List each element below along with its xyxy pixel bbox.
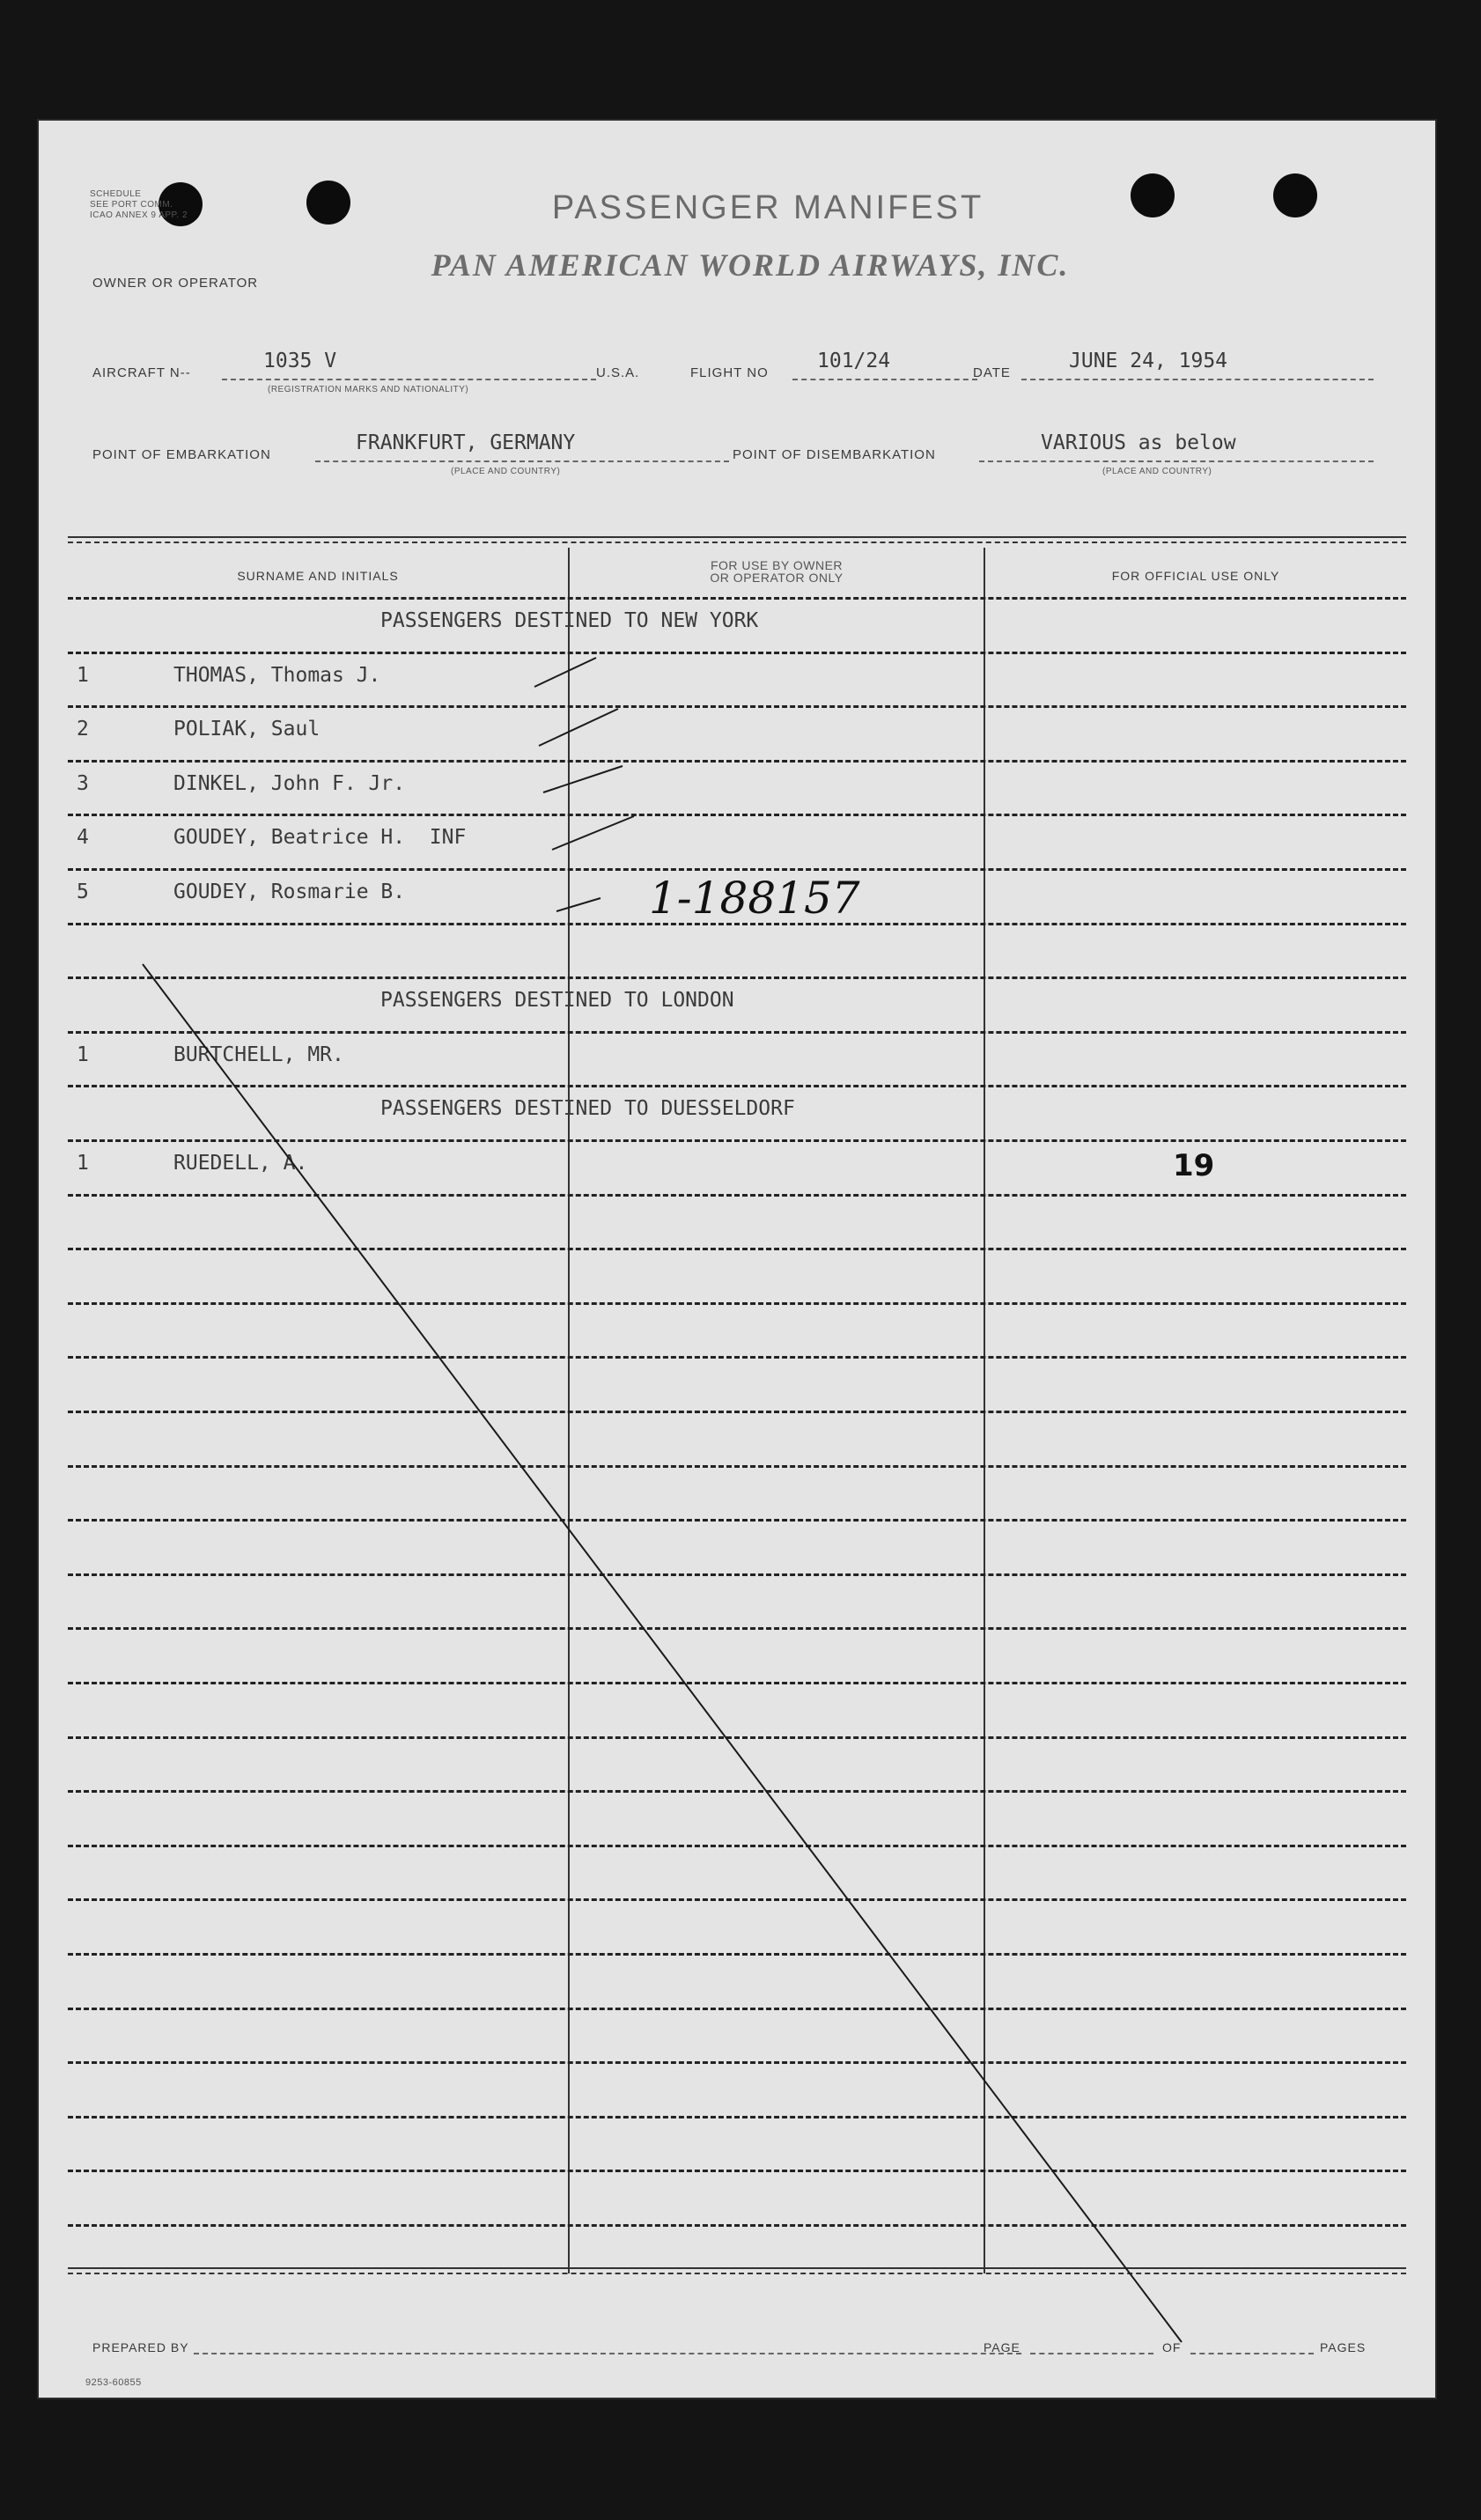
of-label: OF: [1162, 2340, 1182, 2354]
row-number: 1: [77, 1152, 89, 1175]
embarkation-sublabel: (PLACE AND COUNTRY): [451, 467, 561, 476]
cancel-diagonal-line: [143, 964, 1182, 2342]
check-mark: [534, 658, 596, 687]
page-line: [1030, 2353, 1153, 2354]
column-header-surname: SURNAME AND INITIALS: [237, 569, 399, 583]
row-number: 2: [77, 718, 89, 741]
page-label: PAGE: [984, 2340, 1020, 2354]
corner-stamp-line: SEE PORT COMM.: [90, 200, 173, 210]
row-number: 4: [77, 826, 89, 849]
aircraft-sublabel: (REGISTRATION MARKS AND NATIONALITY): [268, 385, 469, 394]
owner-label: OWNER OR OPERATOR: [92, 276, 259, 291]
prepared-by-line: [194, 2353, 1021, 2354]
corner-stamp-line: ICAO ANNEX 9 APP. 2: [90, 210, 188, 220]
prepared-by-label: PREPARED BY: [92, 2340, 189, 2354]
passenger-name: GOUDEY, Rosmarie B.: [173, 881, 406, 903]
destination-heading: PASSENGERS DESTINED TO DUESSELDORF: [380, 1097, 795, 1120]
check-mark: [556, 898, 601, 911]
check-mark: [552, 816, 634, 850]
disembarkation-value: VARIOUS as below: [1041, 431, 1236, 454]
row-number: 5: [77, 881, 89, 903]
handwritten-note: 1-188157: [649, 873, 860, 924]
handwriting-layer: [37, 119, 1437, 2399]
passenger-name: THOMAS, Thomas J.: [173, 664, 381, 687]
form-number: 9253-60855: [85, 2377, 142, 2388]
row-number: 1: [77, 664, 89, 687]
of-line: [1190, 2353, 1314, 2354]
pages-label: PAGES: [1320, 2340, 1367, 2354]
destination-heading: PASSENGERS DESTINED TO LONDON: [380, 989, 734, 1012]
passenger-name: RUEDELL, A.: [173, 1152, 308, 1175]
official-number: 19: [1173, 1148, 1215, 1183]
flight-value: 101/24: [817, 350, 891, 372]
passenger-name: DINKEL, John F. Jr.: [173, 772, 406, 795]
destination-heading: PASSENGERS DESTINED TO NEW YORK: [380, 609, 759, 632]
flight-label: FLIGHT NO: [690, 365, 769, 380]
column-header-owner-line: FOR USE BY OWNER: [710, 558, 844, 572]
aircraft-value: 1035 V: [263, 350, 337, 372]
aircraft-label: AIRCRAFT N--: [92, 365, 191, 380]
column-header-official: FOR OFFICIAL USE ONLY: [1111, 569, 1280, 583]
disembarkation-sublabel: (PLACE AND COUNTRY): [1102, 467, 1212, 476]
corner-stamp-line: SCHEDULE: [90, 189, 142, 199]
check-mark: [539, 709, 618, 746]
company-name: PAN AMERICAN WORLD AIRWAYS, INC.: [431, 247, 1070, 283]
check-mark: [543, 766, 623, 792]
passenger-name: POLIAK, Saul: [173, 718, 321, 741]
date-value: JUNE 24, 1954: [1069, 350, 1228, 372]
page-title: PASSENGER MANIFEST: [551, 189, 984, 226]
disembarkation-label: POINT OF DISEMBARKATION: [733, 447, 936, 462]
embarkation-value: FRANKFURT, GERMANY: [356, 431, 576, 454]
row-number: 1: [77, 1043, 89, 1066]
column-header-owner-line: OR OPERATOR ONLY: [710, 571, 844, 585]
passenger-name: GOUDEY, Beatrice H. INF: [173, 826, 467, 849]
embarkation-label: POINT OF EMBARKATION: [92, 447, 271, 462]
manifest-sheet: [37, 119, 1437, 2399]
row-number: 3: [77, 772, 89, 795]
date-label: DATE: [973, 365, 1011, 380]
usa-label: U.S.A.: [596, 365, 640, 380]
passenger-name: BURTCHELL, MR.: [173, 1043, 344, 1066]
